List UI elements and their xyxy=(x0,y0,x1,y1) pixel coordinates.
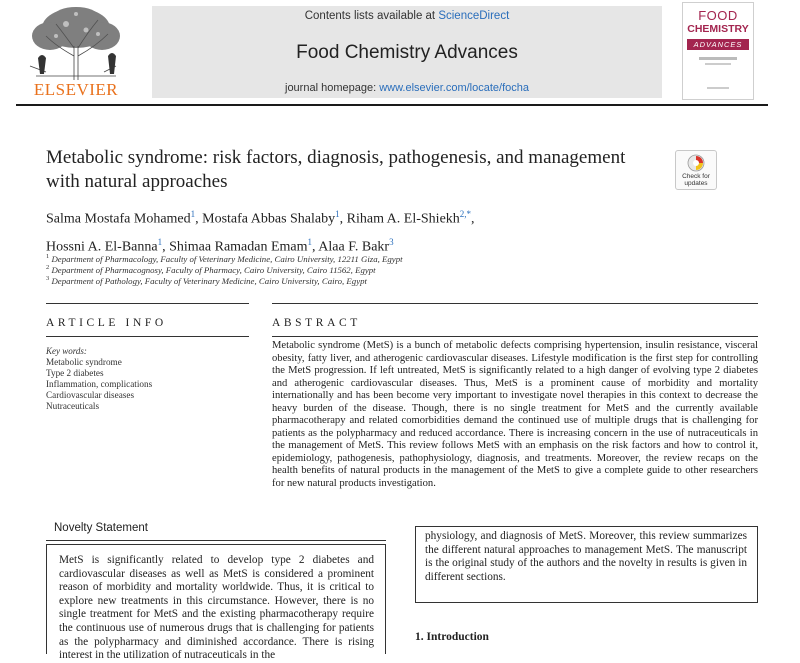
novelty-body: MetS is significantly related to develop type 2 diabetes and cardiovascular diseases as well as MetS is considered a prominent reason of morbidity and mortality worldwide. Thus, it is critical to explore new treatments in this circumstance. However, there is no single treatment for MetS and the existing pharmacotherapy require the continuous use of numerous drugs that is challenging for patients as the polypharmacy and diminished accordance. There is rising interest in the utilization of nutraceuticals in the xyxy=(59,554,374,662)
author[interactable]: Riham A. El-Shiekh xyxy=(346,211,460,227)
elsevier-wordmark: ELSEVIER xyxy=(33,80,119,99)
keywords-title: Key words: xyxy=(46,346,87,356)
author[interactable]: Shimaa Ramadan Emam xyxy=(169,239,308,255)
author[interactable]: Hossni A. El-Banna xyxy=(46,239,158,255)
novelty-heading: Novelty Statement xyxy=(54,522,148,534)
article-info-heading: ARTICLE INFO xyxy=(46,317,167,329)
header-rule xyxy=(16,104,768,106)
journal-name: Food Chemistry Advances xyxy=(296,42,518,63)
keyword: Metabolic syndrome xyxy=(46,357,122,367)
check-updates-label: Check for updates xyxy=(682,173,710,187)
novelty-rule xyxy=(46,540,386,541)
sciencedirect-link[interactable]: ScienceDirect xyxy=(438,10,510,22)
journal-cover xyxy=(682,2,754,100)
article-info-rule xyxy=(46,303,249,304)
author[interactable]: Alaa F. Bakr xyxy=(318,239,390,255)
journal-homepage-link[interactable]: www.elsevier.com/locate/focha xyxy=(379,82,529,94)
keyword: Nutraceuticals xyxy=(46,401,100,411)
cover-band xyxy=(687,39,749,50)
affiliation: $^3$ Department of Pathology, Faculty of Veterinary Medicine, Cairo University, Cairo, Egypt xyxy=(46,275,367,286)
contents-line: Contents lists available at ScienceDirect xyxy=(304,10,510,22)
novelty-continuation-body: physiology, and diagnosis of MetS. Moreover, this review summarizes the different natural approaches to management MetS. The manuscript is the original study of the authors and the novelty in results is given in different sections. xyxy=(425,530,747,583)
affiliation: $^2$ Department of Pharmacognosy, Faculty of Pharmacy, Cairo University, Cairo 11562, Egypt xyxy=(46,264,376,275)
cover-title-advances: ADVANCES xyxy=(693,40,743,49)
homepage-line: journal homepage: www.elsevier.com/locate/focha xyxy=(285,82,529,94)
author[interactable]: Mostafa Abbas Shalaby xyxy=(202,211,336,227)
check-for-updates-button[interactable] xyxy=(675,150,717,190)
abstract-body: Metabolic syndrome (MetS) is a bunch of metabolic defects comprising hypertension, insulin resistance, visceral obesity, fatty liver, and atherogenic cardiovascular diseases. Lifestyle modification is the first step for controlling the MetS progression. If left untreated, MetS is significantly related to a high danger of evolving type 2 diabetes and atherogenic cardiovascular diseases. Thus, MetS is a prominent cause of morbidity and mortality internationally and has been become very important to investigate novel therapies in this context to decrease the heavy burden of the disease. Though, there is no single treatment for MetS and the currently available pharmacotherapy and related comorbidities demand the continued use of multiple drugs that is challenging for patients as the polypharmacy and reduced accordance. There is increasing concern in the use of nutraceuticals in the management of MetS. This review follows MetS with an emphasis on the risk factors and how to control it, epidemiology, pathogenesis, pathophysiology, diagnosis, and treatments. Moreover, the review recaps on the health benefits of natural products in the management of the MetS to give a complete guide to other researchers for new natural products investigation. xyxy=(272,340,758,490)
keyword: Type 2 diabetes xyxy=(46,368,104,378)
author[interactable]: Salma Mostafa Mohamed xyxy=(46,211,191,227)
keyword: Inflammation, complications xyxy=(46,379,153,389)
abstract-subrule xyxy=(272,336,758,337)
keyword: Cardiovascular diseases xyxy=(46,390,135,400)
abstract-heading: ABSTRACT xyxy=(272,317,361,329)
affiliation: $^1$ Department of Pharmacology, Faculty of Veterinary Medicine, Cairo University, 12211 Giza, Egypt xyxy=(46,253,403,264)
cover-title-food: FOOD xyxy=(698,8,738,23)
article-title: Metabolic syndrome: risk factors, diagnosis, pathogenesis, and management with natural approaches xyxy=(46,147,626,192)
abstract-rule xyxy=(272,303,758,304)
article-info-subrule xyxy=(46,336,249,337)
journal-banner xyxy=(152,6,662,98)
check-updates-icon xyxy=(687,154,705,172)
author-list: Salma Mostafa Mohamed$^1$, Mostafa Abbas Shalaby$^1$, Riham A. El-Shiekh$^{2,*}$, Hossni A. El-Banna$^1$, Shimaa Ramadan Emam$^1$, Alaa F. Bakr$^3$ xyxy=(46,209,475,255)
introduction-heading: 1. Introduction xyxy=(415,631,489,643)
cover-decoration xyxy=(693,57,743,93)
cover-title-chemistry: CHEMISTRY xyxy=(687,23,749,35)
